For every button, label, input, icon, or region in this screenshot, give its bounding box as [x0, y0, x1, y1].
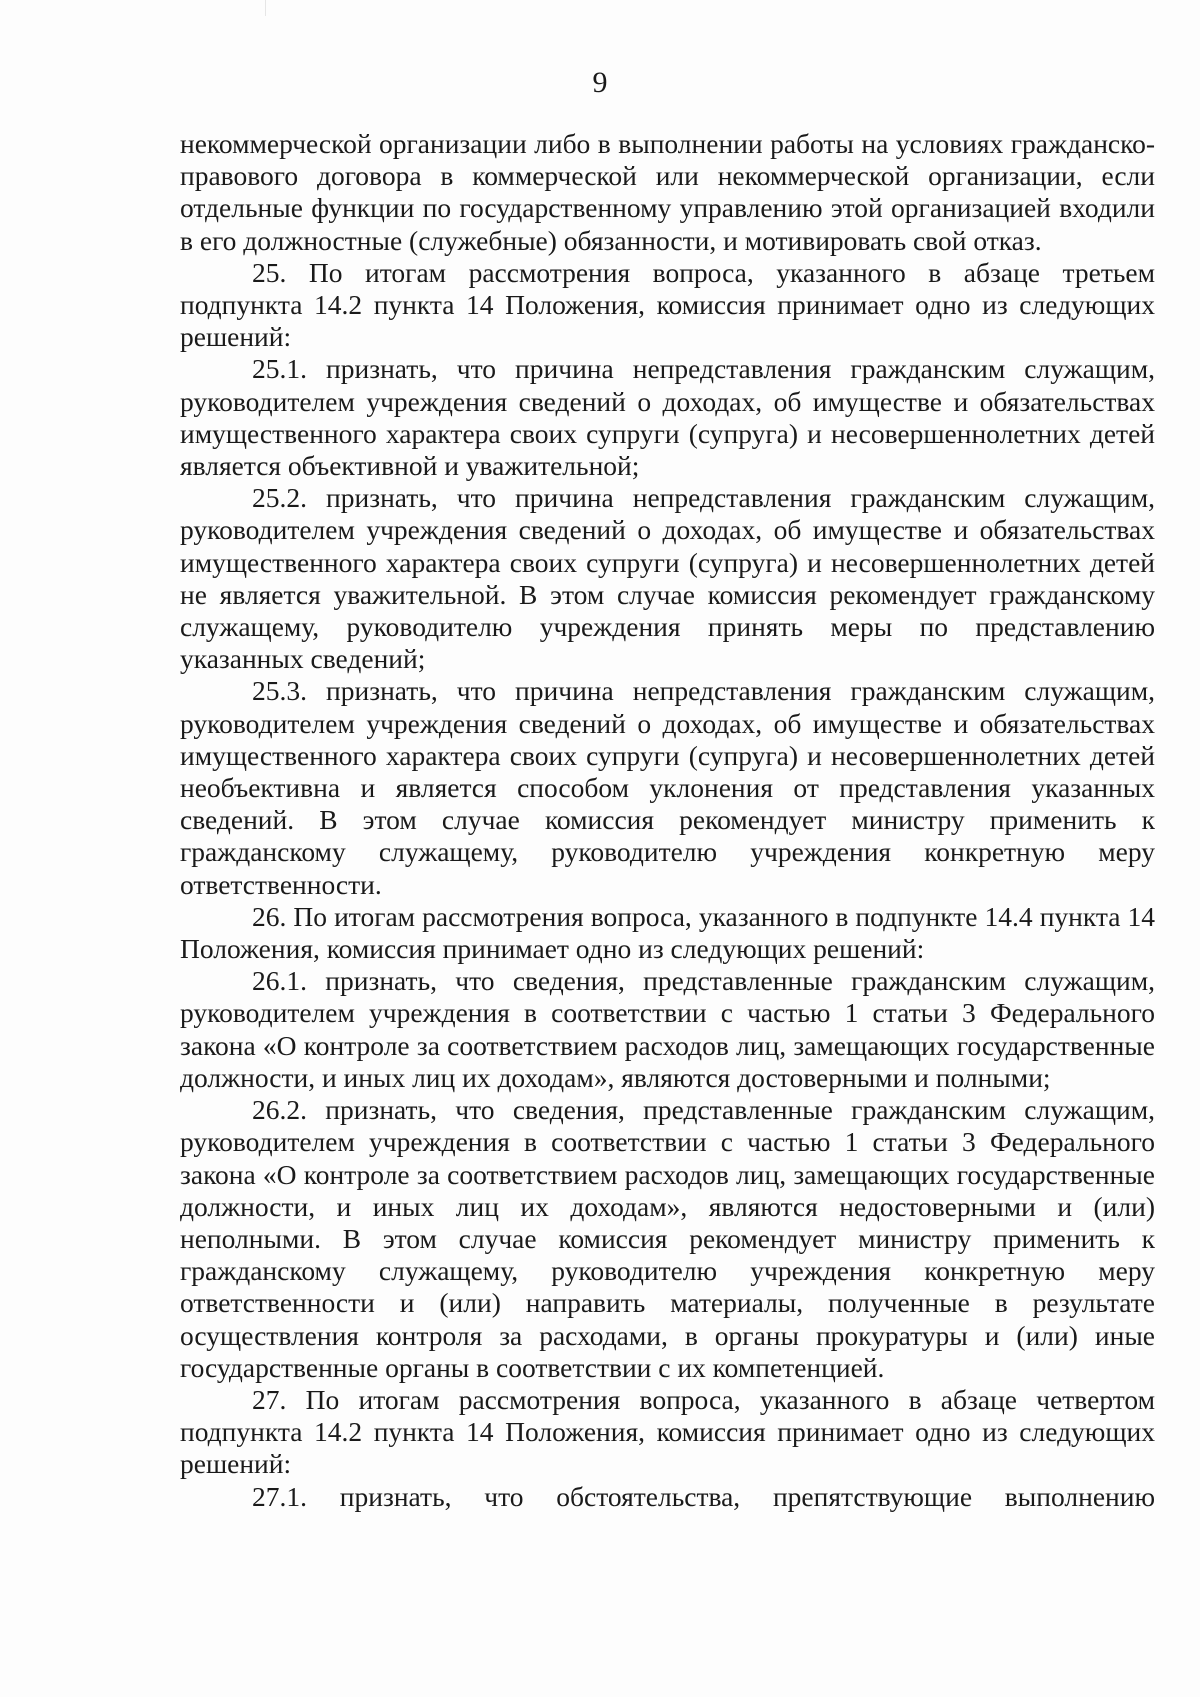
document-body [180, 128, 1155, 1513]
paragraph-item-25-1: 25.1. признать, что причина непредставления гражданским служащим, руководителем учреждения сведений о доходах, об имуществе и обязательствах имущественного характера своих супруги (супруга) и несовершеннолетних детей является объективной и уважительной; [180, 353, 1155, 482]
paragraph-item-27-1: 27.1. признать, что обстоятельства, препятствующие выполнению [252, 1480, 1155, 1512]
page-number: 9 [592, 66, 608, 99]
paragraph-continuation: некоммерческой организации либо в выполнении работы на условиях гражданско-правового договора в коммерческой или некоммерческой организации, если отдельные функции по государственному управлению этой организацией входили в его должностные (служебные) обязанности, и мотивировать свой отказ. [180, 128, 1155, 256]
paragraph-item-26: 26. По итогам рассмотрения вопроса, указанного в подпункте 14.4 пункта 14 Положения, комиссия принимает одно из следующих решений: [180, 900, 1155, 965]
paragraph-item-25: 25. По итогам рассмотрения вопроса, указанного в абзаце третьем подпункта 14.2 пункта 14 Положения, комиссия принимает одно из следующих решений: [180, 256, 1155, 353]
paragraph-item-25-3: 25.3. признать, что причина непредставления гражданским служащим, руководителем учреждения сведений о доходах, об имуществе и обязательствах имущественного характера своих супруги (супруга) и несовершеннолетних детей необъективна и является способом уклонения от представления указанных сведений. В этом случае комиссия рекомендует министру применить к гражданскому служащему, руководителю учреждения конкретную меру ответственности. [180, 675, 1155, 900]
scan-edge-mark [265, 0, 266, 16]
paragraph-item-26-2: 26.2. признать, что сведения, представленные гражданским служащим, руководителем учреждения в соответствии с частью 1 статьи 3 Федерального закона «О контроле за соответствием расходов лиц, замещающих государственные должности, и иных лиц их доходам», являются недостоверными и (или) неполными. В этом случае комиссия рекомендует министру применить к гражданскому служащему, руководителю учреждения конкретную меру ответственности и (или) направить материалы, полученные в результате осуществления контроля за расходами, в органы прокуратуры и (или) иные государственные органы в соответствии с их компетенцией. [180, 1094, 1155, 1383]
paragraph-item-25-2: 25.2. признать, что причина непредставления гражданским служащим, руководителем учреждения сведений о доходах, об имуществе и обязательствах имущественного характера своих супруги (супруга) и несовершеннолетних детей не является уважительной. В этом случае комиссия рекомендует гражданскому служащему, руководителю учреждения принять меры по представлению указанных сведений; [180, 482, 1155, 675]
paragraph-item-26-1: 26.1. признать, что сведения, представленные гражданским служащим, руководителем учреждения в соответствии с частью 1 статьи 3 Федерального закона «О контроле за соответствием расходов лиц, замещающих государственные должности, и иных лиц их доходам», являются достоверными и полными; [180, 965, 1155, 1093]
paragraph-item-27: 27. По итогам рассмотрения вопроса, указанного в абзаце четвертом подпункта 14.2 пункта 14 Положения, комиссия принимает одно из следующих решений: [180, 1383, 1155, 1480]
